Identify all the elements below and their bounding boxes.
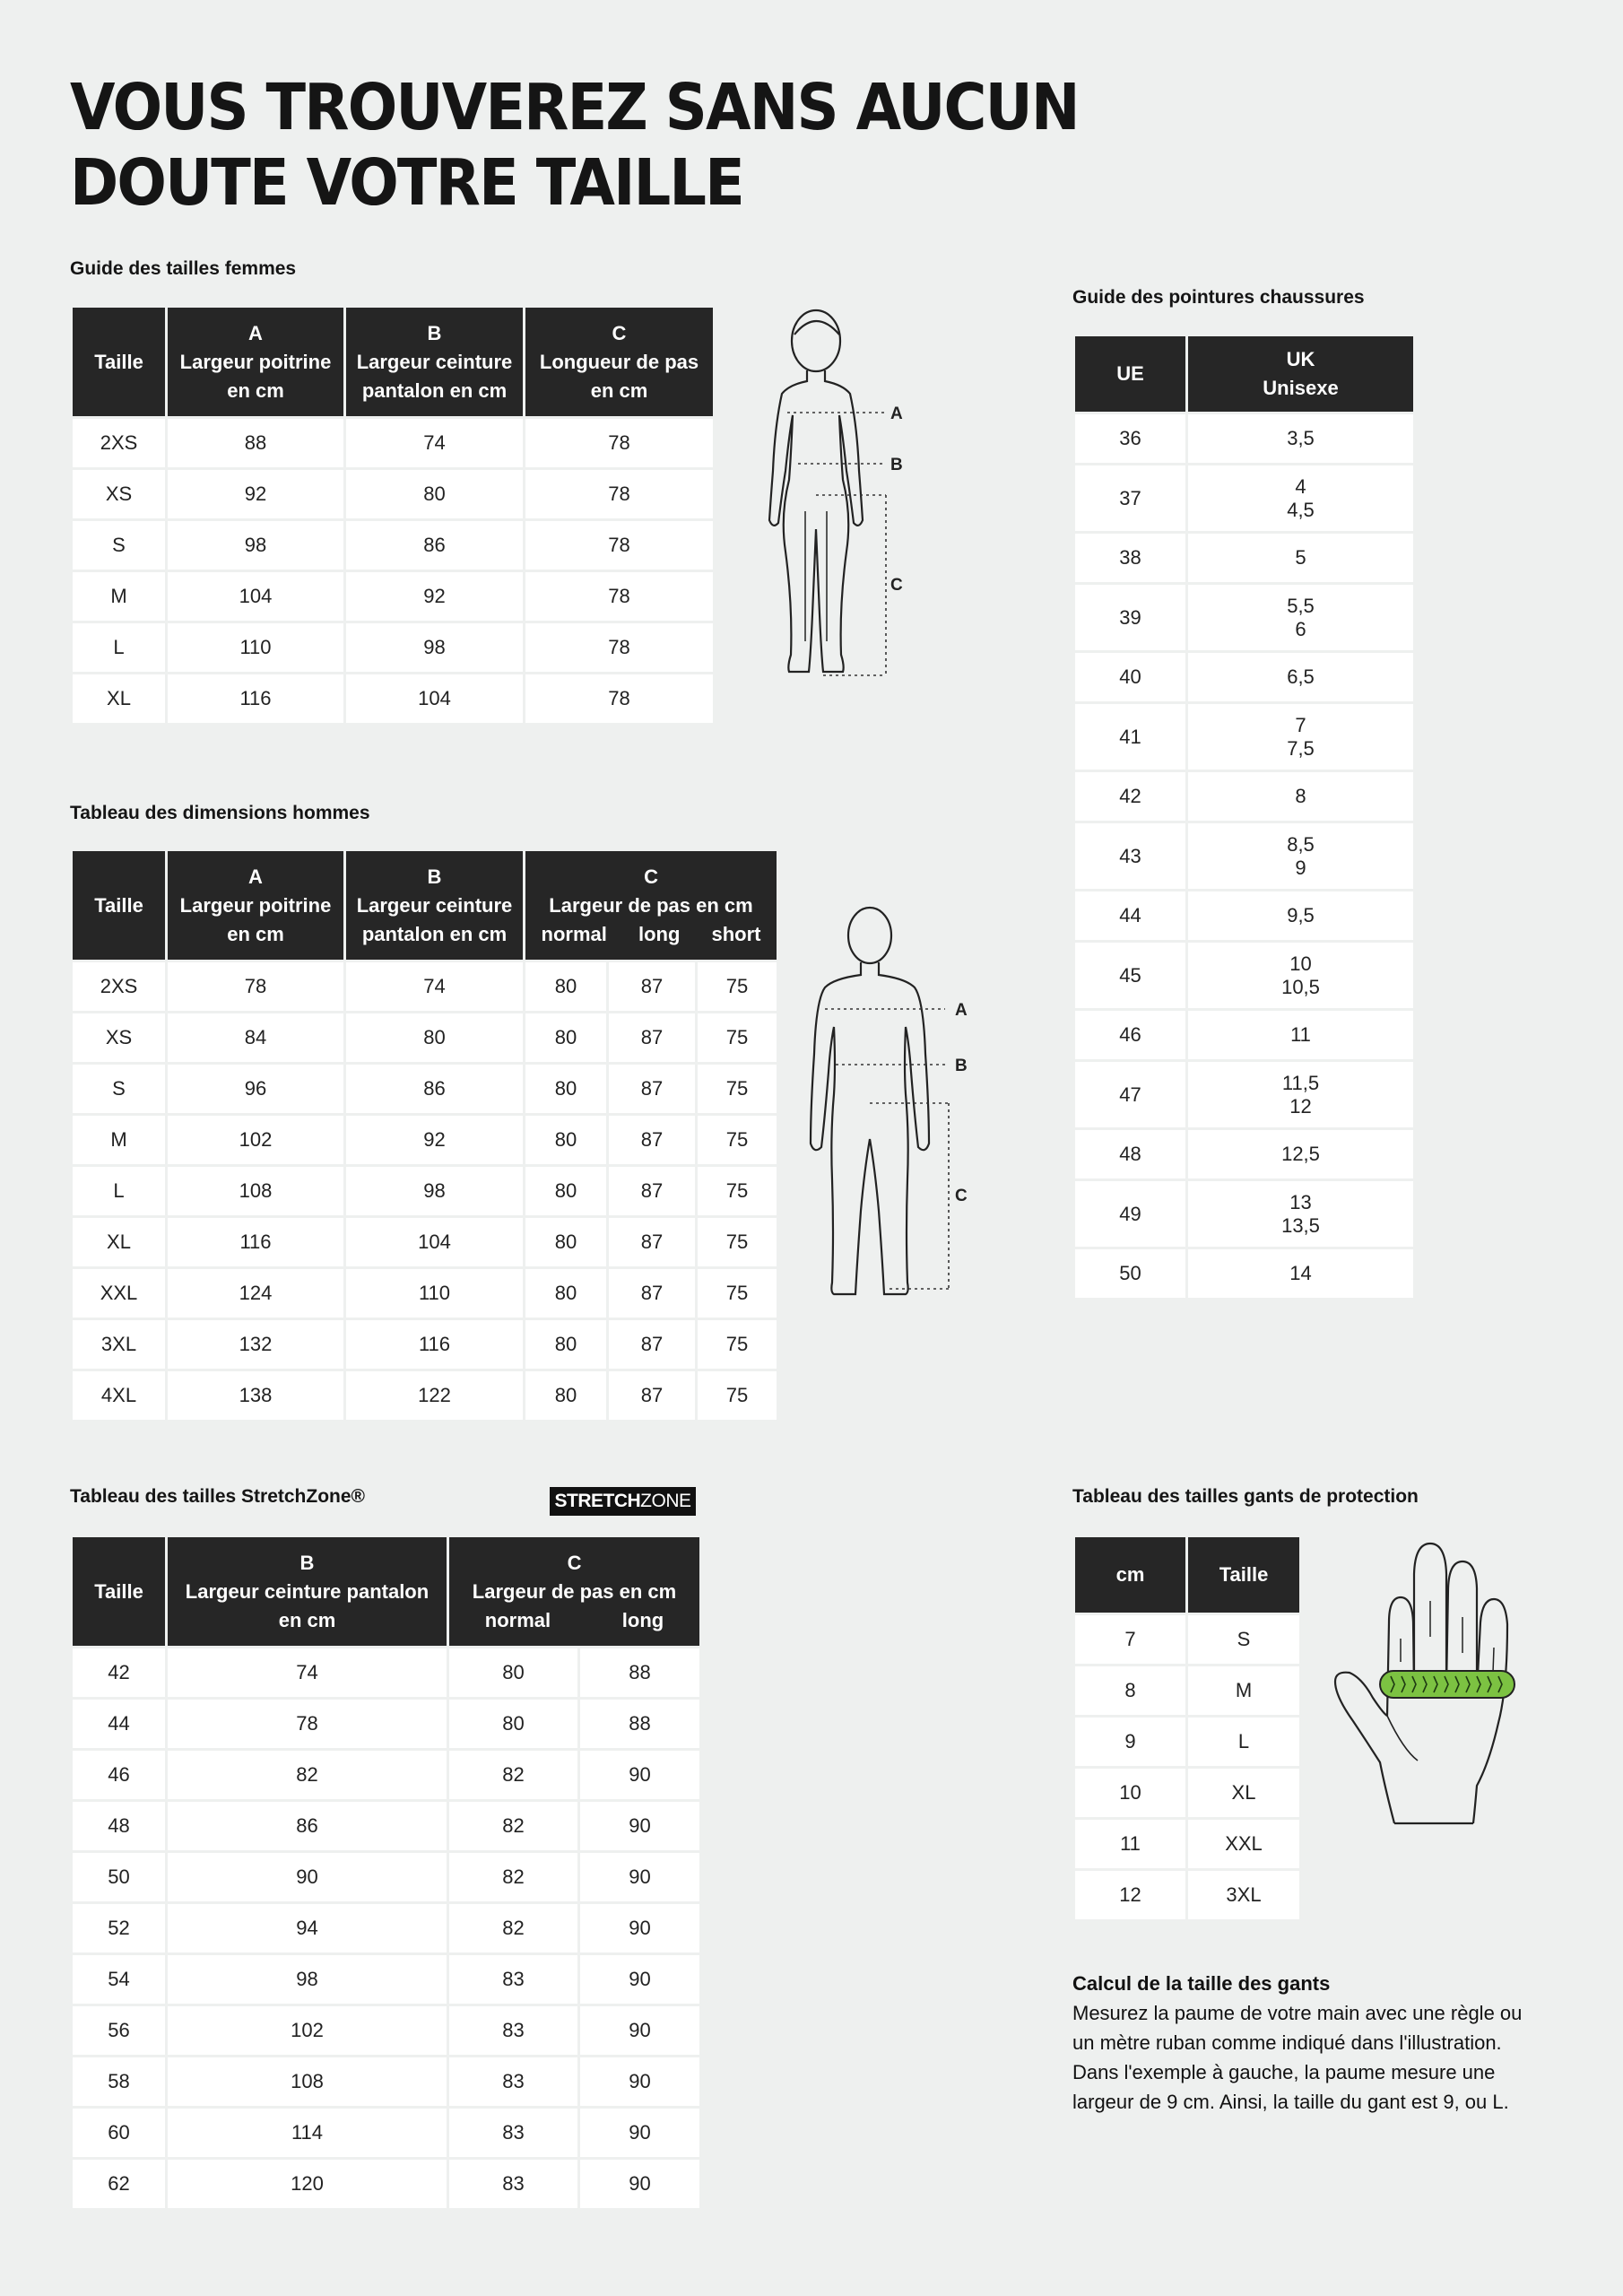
table-cell: 80: [525, 1013, 608, 1064]
stretchzone-size-table: [70, 1535, 702, 2211]
table-cell: 37: [1074, 465, 1187, 533]
table-cell: 108: [167, 2057, 448, 2108]
table-row: [1074, 891, 1415, 942]
table-cell: 75: [697, 1166, 778, 1217]
table-cell: XXL: [72, 1268, 167, 1319]
table-cell: 49: [1074, 1180, 1187, 1248]
table-cell: 6,5: [1187, 652, 1415, 703]
table-cell: 87: [608, 1013, 697, 1064]
table-cell: 75: [697, 1064, 778, 1115]
table-cell: 12,5: [1187, 1129, 1415, 1180]
table-cell: M: [72, 571, 167, 622]
woman-figure: [753, 300, 915, 682]
table-cell: 86: [167, 1801, 448, 1852]
table-row: [72, 1013, 778, 1064]
table-cell: 80: [525, 1166, 608, 1217]
table-cell: 7: [1074, 1614, 1187, 1665]
table-cell: 83: [448, 2108, 579, 2159]
table-cell: 42: [1074, 771, 1187, 822]
table-cell: 39: [1074, 584, 1187, 652]
table-cell: 80: [525, 1064, 608, 1115]
table-cell: 83: [448, 1954, 579, 2005]
table-cell: 114: [167, 2108, 448, 2159]
table-cell: 138: [167, 1370, 345, 1422]
table-cell: 80: [448, 1699, 579, 1750]
table-cell: 92: [345, 571, 525, 622]
table-cell: 83: [448, 2005, 579, 2057]
table-cell: 10: [1074, 1768, 1187, 1819]
table-cell: 78: [525, 418, 715, 469]
table-cell: 104: [345, 674, 525, 725]
table-cell: 38: [1074, 533, 1187, 584]
table-cell: 80: [525, 961, 608, 1013]
table-cell: 80: [448, 1648, 579, 1699]
header-b: B Largeur ceinture pantalon en cm: [345, 307, 525, 418]
header-taille: Taille: [72, 307, 167, 418]
table-cell: 82: [448, 1801, 579, 1852]
table-row: [72, 2005, 701, 2057]
table-cell: 116: [167, 1217, 345, 1268]
table-cell: M: [1187, 1665, 1301, 1717]
table-cell: 2XS: [72, 961, 167, 1013]
table-row: [1074, 1180, 1415, 1248]
glove-size-note: [1072, 1969, 1539, 2117]
note-line-1: Mesurez la paume de votre main avec une règle ou: [1072, 2002, 1523, 2024]
table-cell: 11: [1187, 1010, 1415, 1061]
table-cell: 48: [1074, 1129, 1187, 1180]
table-cell: 56: [72, 2005, 167, 2057]
table-cell: 78: [525, 469, 715, 520]
table-cell: 42: [72, 1648, 167, 1699]
table-row: [1074, 533, 1415, 584]
page-title-line-1: VOUS TROUVEREZ SANS AUCUN: [70, 70, 1079, 144]
table-cell: 122: [345, 1370, 525, 1422]
table-cell: L: [1187, 1717, 1301, 1768]
table-cell: 80: [525, 1115, 608, 1166]
table-cell: 54: [72, 1954, 167, 2005]
table-cell: 45: [1074, 942, 1187, 1010]
men-size-table: [70, 848, 779, 1422]
stretchzone-logo: STRETCH ZONE: [550, 1487, 696, 1516]
woman-label-a: A: [890, 404, 903, 423]
page-title-line-2: DOUTE VOTRE TAILLE: [70, 145, 743, 220]
hand-figure: [1332, 1538, 1529, 1830]
table-cell: 10 10,5: [1187, 942, 1415, 1010]
table-row: [1074, 1129, 1415, 1180]
table-cell: 98: [345, 622, 525, 674]
table-cell: 80: [525, 1319, 608, 1370]
header-a: A Largeur poitrine en cm: [167, 307, 345, 418]
table-cell: 12: [1074, 1870, 1187, 1921]
table-cell: 80: [525, 1217, 608, 1268]
table-row: [72, 1370, 778, 1422]
table-cell: 14: [1187, 1248, 1415, 1300]
table-row: [72, 1750, 701, 1801]
table-cell: 90: [579, 1954, 701, 2005]
table-row: [72, 1699, 701, 1750]
table-cell: 8,5 9: [1187, 822, 1415, 891]
table-cell: 90: [167, 1852, 448, 1903]
table-cell: 60: [72, 2108, 167, 2159]
table-cell: 90: [579, 2057, 701, 2108]
table-cell: 82: [167, 1750, 448, 1801]
table-cell: 36: [1074, 413, 1187, 465]
header-ue: UE: [1074, 335, 1187, 413]
shoes-section-title: Guide des pointures chaussures: [1072, 287, 1365, 308]
table-cell: 96: [167, 1064, 345, 1115]
table-cell: 82: [448, 1852, 579, 1903]
table-cell: 9: [1074, 1717, 1187, 1768]
header-cm: cm: [1074, 1536, 1187, 1614]
table-cell: 75: [697, 1217, 778, 1268]
table-cell: 46: [72, 1750, 167, 1801]
table-cell: XS: [72, 469, 167, 520]
table-cell: 87: [608, 1166, 697, 1217]
header-c: C Largeur de pas en cm normal long: [448, 1536, 701, 1648]
table-cell: 116: [167, 674, 345, 725]
table-row: [72, 961, 778, 1013]
table-cell: 75: [697, 1319, 778, 1370]
table-cell: 102: [167, 2005, 448, 2057]
table-cell: 90: [579, 1852, 701, 1903]
header-taille: Taille: [72, 850, 167, 961]
header-a: A Largeur poitrine en cm: [167, 850, 345, 961]
women-size-table: [70, 305, 716, 726]
table-row: [1074, 584, 1415, 652]
table-cell: 83: [448, 2159, 579, 2210]
table-row: [72, 622, 715, 674]
table-cell: 98: [345, 1166, 525, 1217]
table-row: [72, 520, 715, 571]
table-cell: 87: [608, 1115, 697, 1166]
table-cell: XL: [72, 1217, 167, 1268]
table-row: [72, 1852, 701, 1903]
table-cell: 7 7,5: [1187, 703, 1415, 771]
note-line-2: un mètre ruban comme indiqué dans l'illustration.: [1072, 2031, 1502, 2054]
table-row: [72, 1166, 778, 1217]
table-row: [1074, 771, 1415, 822]
table-cell: 4XL: [72, 1370, 167, 1422]
table-cell: 90: [579, 2005, 701, 2057]
table-cell: 3XL: [72, 1319, 167, 1370]
table-cell: 87: [608, 1268, 697, 1319]
table-row: [1074, 1010, 1415, 1061]
table-cell: 41: [1074, 703, 1187, 771]
table-cell: 98: [167, 1954, 448, 2005]
table-row: [1074, 1819, 1301, 1870]
table-cell: 87: [608, 1064, 697, 1115]
table-cell: 104: [167, 571, 345, 622]
glove-size-table: [1072, 1535, 1302, 1922]
table-cell: 90: [579, 1801, 701, 1852]
table-row: [1074, 703, 1415, 771]
table-cell: 80: [345, 1013, 525, 1064]
table-cell: 4 4,5: [1187, 465, 1415, 533]
table-cell: 58: [72, 2057, 167, 2108]
table-cell: S: [72, 520, 167, 571]
woman-label-c: C: [890, 576, 903, 595]
table-cell: 132: [167, 1319, 345, 1370]
header-taille: Taille: [1187, 1536, 1301, 1614]
table-cell: 75: [697, 1370, 778, 1422]
table-row: [1074, 822, 1415, 891]
man-label-c: C: [955, 1187, 968, 1205]
table-cell: 75: [697, 1268, 778, 1319]
table-cell: 3XL: [1187, 1870, 1301, 1921]
table-cell: 88: [579, 1648, 701, 1699]
table-cell: 87: [608, 961, 697, 1013]
table-cell: XL: [72, 674, 167, 725]
table-row: [72, 1954, 701, 2005]
table-row: [72, 2057, 701, 2108]
table-cell: XL: [1187, 1768, 1301, 1819]
man-figure: [798, 901, 977, 1300]
table-row: [1074, 652, 1415, 703]
table-cell: 74: [167, 1648, 448, 1699]
table-cell: 78: [525, 571, 715, 622]
table-cell: 88: [167, 418, 345, 469]
woman-label-b: B: [890, 456, 903, 474]
table-cell: 46: [1074, 1010, 1187, 1061]
table-row: [72, 674, 715, 725]
table-row: [72, 1319, 778, 1370]
table-cell: 87: [608, 1370, 697, 1422]
table-cell: 90: [579, 2108, 701, 2159]
gloves-section-title: Tableau des tailles gants de protection: [1072, 1486, 1419, 1507]
table-cell: 74: [345, 418, 525, 469]
table-cell: 9,5: [1187, 891, 1415, 942]
table-row: [72, 1064, 778, 1115]
stretch-section-title: Tableau des tailles StretchZone®: [70, 1486, 366, 1507]
header-b: B Largeur ceinture pantalon en cm: [167, 1536, 448, 1648]
men-section-title: Tableau des dimensions hommes: [70, 803, 370, 823]
table-row: [1074, 413, 1415, 465]
header-c: C Longueur de pas en cm: [525, 307, 715, 418]
table-cell: 44: [1074, 891, 1187, 942]
table-cell: 78: [525, 520, 715, 571]
table-cell: 78: [525, 674, 715, 725]
table-cell: 90: [579, 1750, 701, 1801]
table-cell: 88: [579, 1699, 701, 1750]
table-cell: 83: [448, 2057, 579, 2108]
measuring-tape: [1380, 1671, 1515, 1698]
table-row: [1074, 465, 1415, 533]
table-row: [72, 2108, 701, 2159]
table-cell: 78: [167, 1699, 448, 1750]
table-row: [72, 2159, 701, 2210]
table-row: [72, 1648, 701, 1699]
table-cell: L: [72, 622, 167, 674]
shoe-size-table: [1072, 334, 1416, 1300]
table-cell: 47: [1074, 1061, 1187, 1129]
note-heading: Calcul de la taille des gants: [1072, 1972, 1331, 1995]
table-cell: 74: [345, 961, 525, 1013]
note-line-3: Dans l'exemple à gauche, la paume mesure une: [1072, 2061, 1496, 2083]
table-cell: XS: [72, 1013, 167, 1064]
table-row: [72, 418, 715, 469]
table-row: [1074, 1665, 1301, 1717]
table-row: [1074, 1717, 1301, 1768]
table-cell: 80: [345, 469, 525, 520]
note-line-4: largeur de 9 cm. Ainsi, la taille du gant est 9, ou L.: [1072, 2091, 1509, 2113]
table-cell: 40: [1074, 652, 1187, 703]
table-cell: 102: [167, 1115, 345, 1166]
table-cell: 11: [1074, 1819, 1187, 1870]
table-cell: 116: [345, 1319, 525, 1370]
table-cell: S: [72, 1064, 167, 1115]
table-cell: 80: [525, 1370, 608, 1422]
table-row: [72, 469, 715, 520]
table-cell: 108: [167, 1166, 345, 1217]
table-cell: 120: [167, 2159, 448, 2210]
table-cell: 87: [608, 1217, 697, 1268]
table-cell: 48: [72, 1801, 167, 1852]
table-cell: 90: [579, 2159, 701, 2210]
table-cell: 124: [167, 1268, 345, 1319]
table-cell: 86: [345, 1064, 525, 1115]
table-cell: 50: [72, 1852, 167, 1903]
table-cell: 8: [1074, 1665, 1187, 1717]
table-cell: 78: [525, 622, 715, 674]
table-cell: 75: [697, 1115, 778, 1166]
header-taille: Taille: [72, 1536, 167, 1648]
header-b: B Largeur ceinture pantalon en cm: [345, 850, 525, 961]
table-cell: L: [72, 1166, 167, 1217]
table-cell: S: [1187, 1614, 1301, 1665]
page-title: [70, 70, 1079, 221]
table-cell: 8: [1187, 771, 1415, 822]
table-row: [1074, 942, 1415, 1010]
table-cell: 52: [72, 1903, 167, 1954]
table-cell: M: [72, 1115, 167, 1166]
table-cell: 90: [579, 1903, 701, 1954]
table-cell: 44: [72, 1699, 167, 1750]
header-c: C Largeur de pas en cm normal long short: [525, 850, 778, 961]
table-cell: 92: [345, 1115, 525, 1166]
table-cell: 75: [697, 961, 778, 1013]
man-label-a: A: [955, 1001, 968, 1020]
table-row: [1074, 1614, 1301, 1665]
header-uk: UK Unisexe: [1187, 335, 1415, 413]
table-cell: 43: [1074, 822, 1187, 891]
table-cell: 110: [167, 622, 345, 674]
table-cell: 5,5 6: [1187, 584, 1415, 652]
table-row: [1074, 1061, 1415, 1129]
table-cell: 78: [167, 961, 345, 1013]
table-row: [72, 1217, 778, 1268]
table-cell: 94: [167, 1903, 448, 1954]
table-cell: 82: [448, 1750, 579, 1801]
table-row: [72, 1903, 701, 1954]
table-cell: 2XS: [72, 418, 167, 469]
table-row: [72, 571, 715, 622]
table-cell: 11,5 12: [1187, 1061, 1415, 1129]
table-cell: 87: [608, 1319, 697, 1370]
table-row: [1074, 1768, 1301, 1819]
table-cell: 75: [697, 1013, 778, 1064]
table-cell: 82: [448, 1903, 579, 1954]
table-cell: 92: [167, 469, 345, 520]
table-cell: 84: [167, 1013, 345, 1064]
table-cell: 110: [345, 1268, 525, 1319]
table-cell: 3,5: [1187, 413, 1415, 465]
table-cell: XXL: [1187, 1819, 1301, 1870]
table-cell: 5: [1187, 533, 1415, 584]
table-cell: 104: [345, 1217, 525, 1268]
table-row: [72, 1801, 701, 1852]
man-label-b: B: [955, 1057, 968, 1075]
table-cell: 50: [1074, 1248, 1187, 1300]
table-cell: 86: [345, 520, 525, 571]
table-cell: 62: [72, 2159, 167, 2210]
table-row: [1074, 1248, 1415, 1300]
women-section-title: Guide des tailles femmes: [70, 258, 297, 279]
table-cell: 13 13,5: [1187, 1180, 1415, 1248]
table-cell: 98: [167, 520, 345, 571]
table-row: [1074, 1870, 1301, 1921]
table-row: [72, 1115, 778, 1166]
table-cell: 80: [525, 1268, 608, 1319]
table-row: [72, 1268, 778, 1319]
